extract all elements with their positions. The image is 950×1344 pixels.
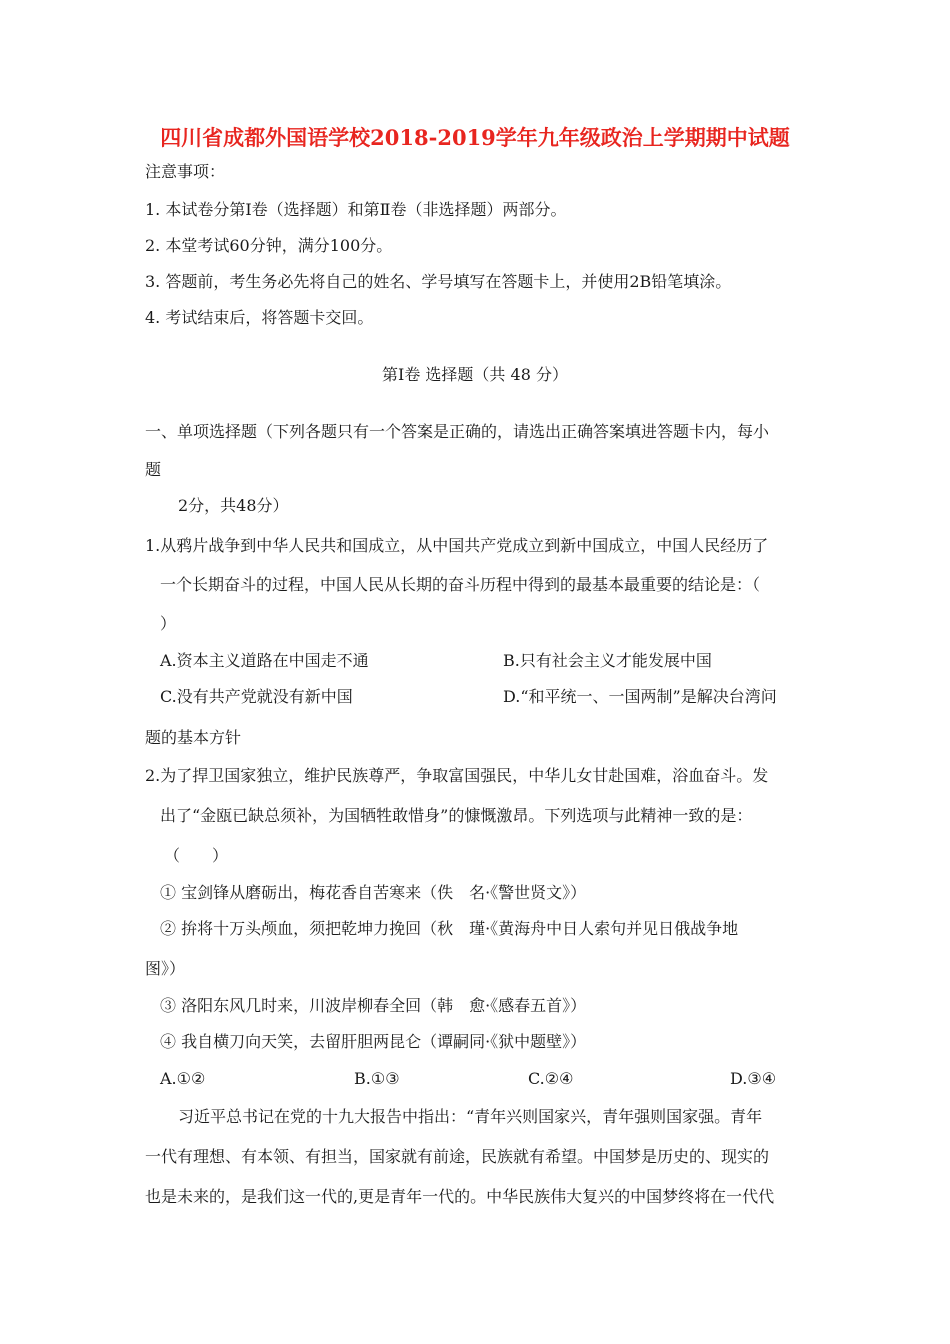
- question-1-stem: 1.从鸦片战争到中华人民共和国成立，从中国共产党成立到新中国成立，中国人民经历了: [145, 536, 769, 555]
- part-one-heading: 一、单项选择题（下列各题只有一个答案是正确的，请选出正确答案填进答题卡内，每小: [145, 422, 770, 441]
- question-1-option-c: C.没有共产党就没有新中国: [160, 687, 353, 706]
- page-title: 四川省成都外国语学校2018-2019学年九年级政治上学期期中试题: [160, 125, 790, 150]
- question-1-option-d-cont: 题的基本方针: [145, 728, 242, 747]
- question-1-option-b: B.只有社会主义才能发展中国: [503, 651, 712, 670]
- question-2-option-c: C.②④: [528, 1069, 574, 1088]
- question-1-stem-cont: 一个长期奋斗的过程，中国人民从长期的奋斗历程中得到的最基本最重要的结论是：（: [160, 575, 761, 594]
- question-2-bracket: （ ）: [164, 846, 229, 865]
- question-2-option-a: A.①②: [160, 1069, 206, 1088]
- section-title: 第Ⅰ卷 选择题（共 48 分）: [382, 365, 568, 384]
- question-1-bracket: ）: [160, 614, 177, 633]
- question-2-stem: 2.为了捍卫国家独立，维护民族尊严，争取富国强民，中华儿女甘赴国难，浴血奋斗。发: [145, 766, 769, 785]
- notice-heading: 注意事项：: [145, 162, 226, 181]
- question-1-option-d: D.“和平统一、一国两制”是解决台湾问: [503, 687, 777, 706]
- question-2-statement-4: ④ 我自横刀向天笑，去留肝胆两昆仑（谭嗣同·《狱中题壁》）: [160, 1032, 587, 1051]
- notice-item: 3. 答题前，考生务必先将自己的姓名、学号填写在答题卡上，并使用2B铅笔填涂。: [145, 272, 732, 291]
- part-one-scoring: 2分，共48分）: [178, 496, 289, 515]
- passage-line: 一代有理想、有本领、有担当，国家就有前途，民族就有希望。中国梦是历史的、现实的: [145, 1147, 770, 1166]
- notice-item: 2. 本堂考试60分钟，满分100分。: [145, 236, 393, 255]
- notice-item: 4. 考试结束后，将答题卡交回。: [145, 308, 374, 327]
- question-2-statement-1: ① 宝剑锋从磨砺出，梅花香自苦寒来（佚 名·《警世贤文》）: [160, 883, 587, 902]
- part-one-heading-cont: 题: [145, 460, 162, 479]
- notice-item: 1. 本试卷分第Ⅰ卷（选择题）和第Ⅱ卷（非选择题）两部分。: [145, 200, 567, 219]
- question-1-option-a: A.资本主义道路在中国走不通: [160, 651, 369, 670]
- passage-line: 也是未来的，是我们这一代的,更是青年一代的。中华民族伟大复兴的中国梦终将在一代代: [145, 1187, 775, 1206]
- question-2-statement-3: ③ 洛阳东风几时来，川波岸柳春全回（韩 愈·《感春五首》）: [160, 996, 587, 1015]
- question-2-option-d: D.③④: [730, 1069, 777, 1088]
- question-2-statement-2: ② 拚将十万头颅血，须把乾坤力挽回（秋 瑾·《黄海舟中日人索句并见日俄战争地: [160, 919, 739, 938]
- question-2-statement-2-cont: 图》）: [145, 959, 186, 978]
- question-2-option-b: B.①③: [354, 1069, 400, 1088]
- passage-line: 习近平总书记在党的十九大报告中指出：“青年兴则国家兴，青年强则国家强。青年: [178, 1107, 763, 1126]
- question-2-stem-cont: 出了“金瓯已缺总须补，为国牺牲敢惜身”的慷慨激昂。下列选项与此精神一致的是：: [160, 806, 753, 825]
